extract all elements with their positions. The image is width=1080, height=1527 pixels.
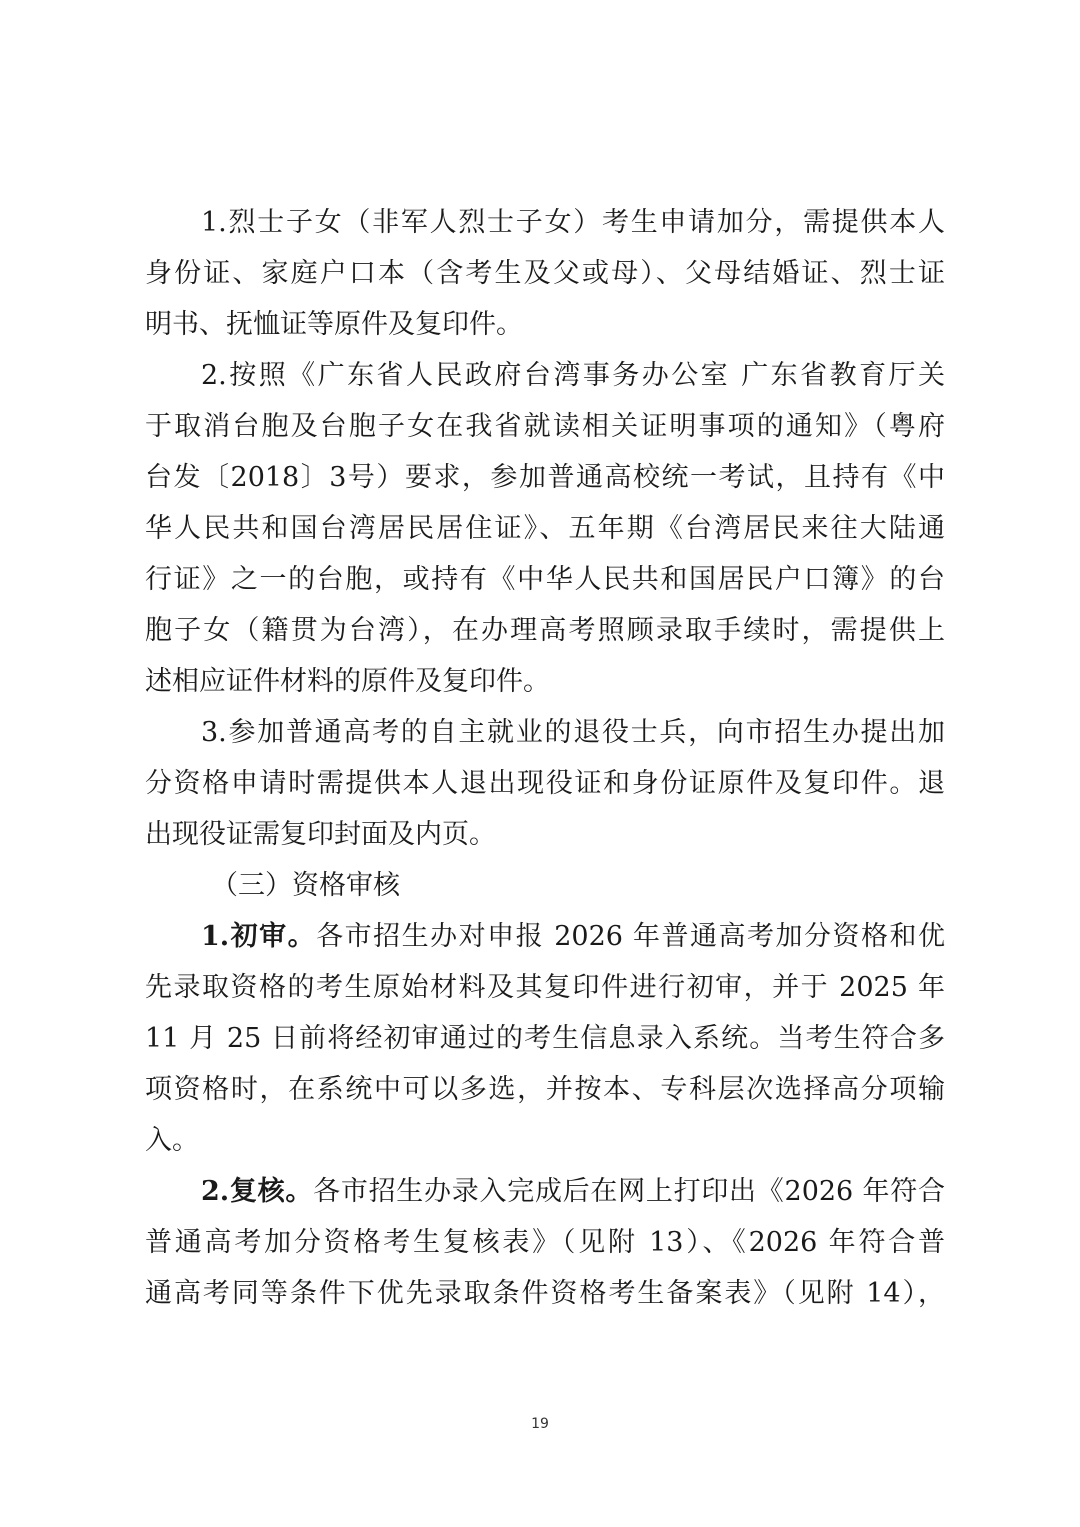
- text-line: 述相应证件材料的原件及复印件。: [145, 666, 550, 697]
- text-line: 明书、抚恤证等原件及复印件。: [145, 309, 523, 340]
- paragraph-martyr-children: [145, 197, 945, 350]
- text-line: 身份证、家庭户口本（含考生及父或母）、父母结婚证、烈士证: [145, 258, 945, 289]
- text-line: 华人民共和国台湾居民居住证》、五年期《台湾居民来往大陆通: [145, 513, 945, 544]
- text-line: 11 月 25 日前将经初审通过的考生信息录入系统。当考生符合多: [145, 1023, 945, 1054]
- section-heading-qualification-review: （三）资格审核: [211, 870, 400, 901]
- text-line: 入。: [145, 1125, 199, 1156]
- text-line: 出现役证需复印封面及内页。: [145, 819, 496, 850]
- text-line: 胞子女（籍贯为台湾），在办理高考照顾录取手续时，需提供上: [145, 615, 945, 646]
- paragraph-retired-soldiers: [145, 707, 945, 860]
- text-line: 3.参加普通高考的自主就业的退役士兵，向市招生办提出加: [201, 717, 945, 748]
- text-line: 项资格时，在系统中可以多选，并按本、专科层次选择高分项输: [145, 1074, 945, 1105]
- document-body: [145, 197, 945, 1319]
- text-line: 分资格申请时需提供本人退出现役证和身份证原件及复印件。退: [145, 768, 945, 799]
- paragraph-re-review: [145, 1166, 945, 1319]
- text-line: 台发〔2018〕3号）要求，参加普通高校统一考试，且持有《中: [145, 462, 945, 493]
- text-line: 2.按照《广东省人民政府台湾事务办公室 广东省教育厅关: [201, 360, 945, 391]
- page-number: 19: [531, 1416, 549, 1432]
- paragraph-initial-review: [145, 911, 945, 1166]
- text-line: 普通高考加分资格考生复核表》（见附 13）、《2026 年符合普: [145, 1227, 945, 1258]
- text-span: 各市招生办对申报 2026 年普通高考加分资格和优: [316, 921, 945, 952]
- text-span: 各市招生办录入完成后在网上打印出《2026 年符合: [313, 1176, 946, 1207]
- text-line: 于取消台胞及台胞子女在我省就读相关证明事项的通知》（粤府: [145, 411, 945, 442]
- text-line: [145, 911, 945, 962]
- text-line: 先录取资格的考生原始材料及其复印件进行初审，并于 2025 年: [145, 972, 945, 1003]
- text-line: 行证》之一的台胞，或持有《中华人民共和国居民户口簿》的台: [145, 564, 945, 595]
- text-line: 通高考同等条件下优先录取条件资格考生备案表》（见附 14），: [145, 1278, 945, 1309]
- bold-lead-re-review: 2.复核。: [201, 1176, 314, 1207]
- text-line: [145, 1166, 945, 1217]
- bold-lead-initial-review: 1.初审。: [201, 921, 317, 952]
- text-line: 1.烈士子女（非军人烈士子女）考生申请加分，需提供本人: [201, 207, 945, 238]
- paragraph-taiwan-compatriots: [145, 350, 945, 707]
